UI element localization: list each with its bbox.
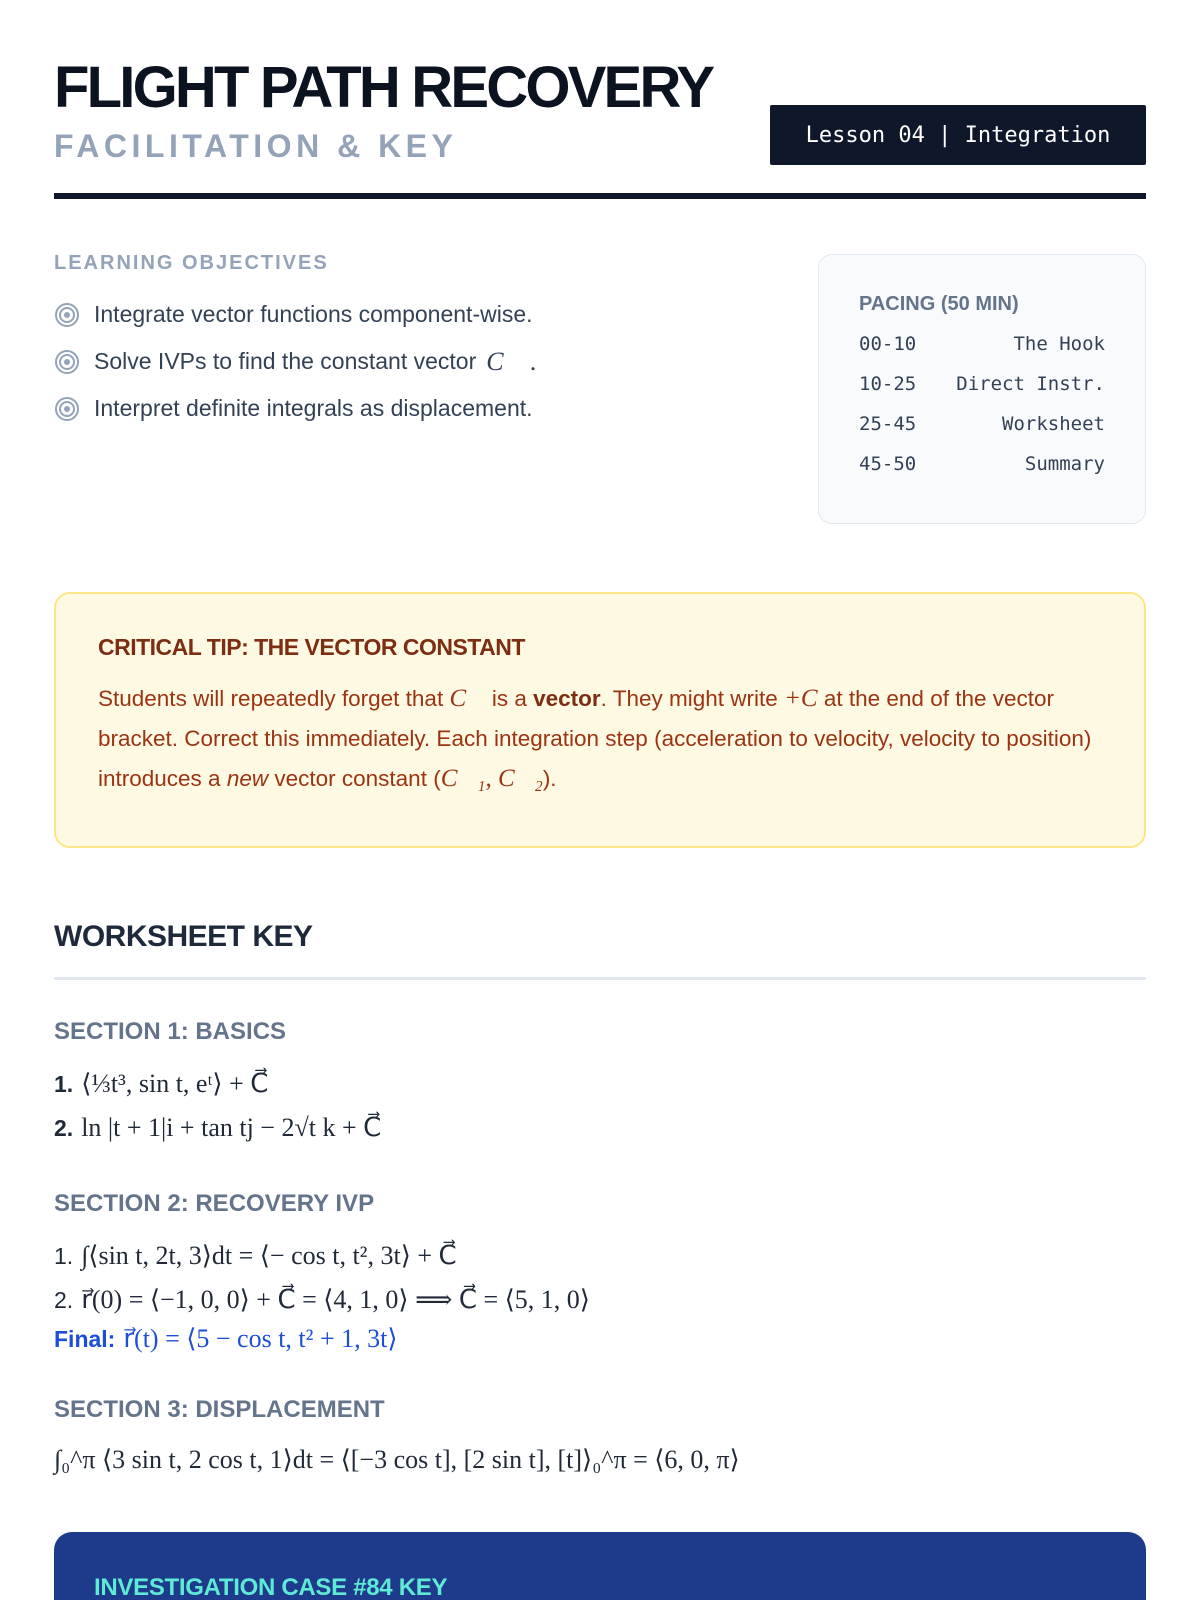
answer-line — [54, 1234, 1146, 1278]
worksheet-section-3 — [54, 1396, 1146, 1482]
answer-number: 1. — [54, 1242, 74, 1269]
objective-item — [54, 338, 774, 385]
answer-expression: ln |t + 1|i + tan tj − 2√t k + C⃗ — [81, 1113, 382, 1142]
answer-number: 2. — [54, 1286, 74, 1313]
tip-emphasis: new — [226, 766, 269, 791]
pacing-time: 10-25 — [859, 373, 917, 395]
worksheet-section-1 — [54, 1018, 1146, 1150]
case-title: INVESTIGATION CASE #84 KEY — [94, 1574, 448, 1600]
answer-expression: ∫₀^π ⟨3 sin t, 2 cos t, 1⟩dt = ⟨[−3 cos t], [2 sin t], [t]⟩₀^π = ⟨6, 0, π⟩ — [54, 1445, 740, 1474]
tip-math: C⃗₁, C⃗₂ — [440, 765, 543, 792]
objective-item — [54, 385, 774, 432]
objective-math: C⃗ . — [486, 346, 537, 376]
section-heading: SECTION 1: BASICS — [54, 1018, 287, 1045]
objective-text: Solve IVPs to find the constant vector — [94, 348, 477, 374]
tip-math: C⃗ — [449, 685, 486, 712]
answer-expression: ⟨⅓t³, sin t, eᵗ⟩ + C⃗ — [81, 1069, 269, 1098]
pacing-activity: Direct Instr. — [956, 373, 1105, 395]
answer-expression: r⃗(0) = ⟨−1, 0, 0⟩ + C⃗ = ⟨4, 1, 0⟩ ⟹ C⃗ = ⟨5, 1, 0⟩ — [81, 1285, 590, 1314]
tip-text: is a — [485, 686, 534, 711]
tip-text: Students will repeatedly forget that — [98, 686, 450, 711]
header-divider — [54, 193, 1146, 199]
section-heading: SECTION 3: DISPLACEMENT — [54, 1396, 385, 1423]
pacing-row — [859, 444, 1105, 484]
worksheet-section-2 — [54, 1190, 1146, 1356]
objectives-list — [54, 291, 774, 432]
pacing-time: 00-10 — [859, 333, 917, 355]
lesson-badge: Lesson 04 | Integration — [770, 105, 1146, 165]
objective-text: Integrate vector functions component-wise. — [94, 301, 533, 327]
worksheet-divider — [54, 977, 1146, 980]
tip-text: at the end of the vector bracket. Correct this immediately. Each integration step (acceleration to velocity, velocity to position) introduces a — [98, 686, 1092, 791]
section-heading: SECTION 2: RECOVERY IVP — [54, 1190, 375, 1217]
tip-math: +C — [784, 685, 818, 712]
critical-tip-callout — [54, 592, 1146, 848]
tip-text: vector constant ( — [268, 766, 441, 791]
investigation-case-panel — [54, 1532, 1146, 1600]
pacing-row — [859, 404, 1105, 444]
answer-line — [54, 1438, 1146, 1482]
target-icon — [54, 302, 80, 328]
final-expression: r⃗(t) = ⟨5 − cos t, t² + 1, 3t⟩ — [123, 1324, 398, 1353]
pacing-time: 25-45 — [859, 413, 917, 435]
tip-bold: vector — [533, 686, 601, 711]
pacing-card — [818, 254, 1146, 524]
tip-text: ). — [542, 766, 557, 791]
final-label: Final: — [54, 1325, 116, 1352]
page-subtitle: FACILITATION & KEY — [54, 128, 458, 164]
answer-line — [54, 1278, 1146, 1322]
tip-title: CRITICAL TIP: THE VECTOR CONSTANT — [98, 634, 525, 660]
pacing-time: 45-50 — [859, 453, 917, 475]
objective-item — [54, 291, 774, 338]
answer-number: 2. — [54, 1114, 74, 1141]
answer-line — [54, 1062, 1146, 1106]
pacing-row — [859, 364, 1105, 404]
pacing-activity: The Hook — [1013, 333, 1105, 355]
tip-body — [98, 679, 1102, 799]
page-title: FLIGHT PATH RECOVERY — [54, 55, 713, 120]
target-icon — [54, 396, 80, 422]
answer-line — [54, 1106, 1146, 1150]
tip-text: . They might write — [600, 686, 785, 711]
header — [54, 56, 1146, 202]
pacing-title: PACING (50 MIN) — [859, 293, 1019, 315]
target-icon — [54, 349, 80, 375]
pacing-activity: Summary — [1024, 453, 1105, 475]
answer-expression: ∫⟨sin t, 2t, 3⟩dt = ⟨− cos t, t², 3t⟩ + C⃗ — [81, 1241, 457, 1270]
final-answer-line — [54, 1322, 1146, 1356]
objective-text: Interpret definite integrals as displacement. — [94, 395, 533, 421]
learning-objectives — [54, 252, 774, 432]
objectives-heading: LEARNING OBJECTIVES — [54, 252, 329, 274]
pacing-activity: Worksheet — [1002, 413, 1105, 435]
pacing-row — [859, 324, 1105, 364]
answer-number: 1. — [54, 1070, 74, 1097]
worksheet-title: WORKSHEET KEY — [54, 920, 313, 953]
